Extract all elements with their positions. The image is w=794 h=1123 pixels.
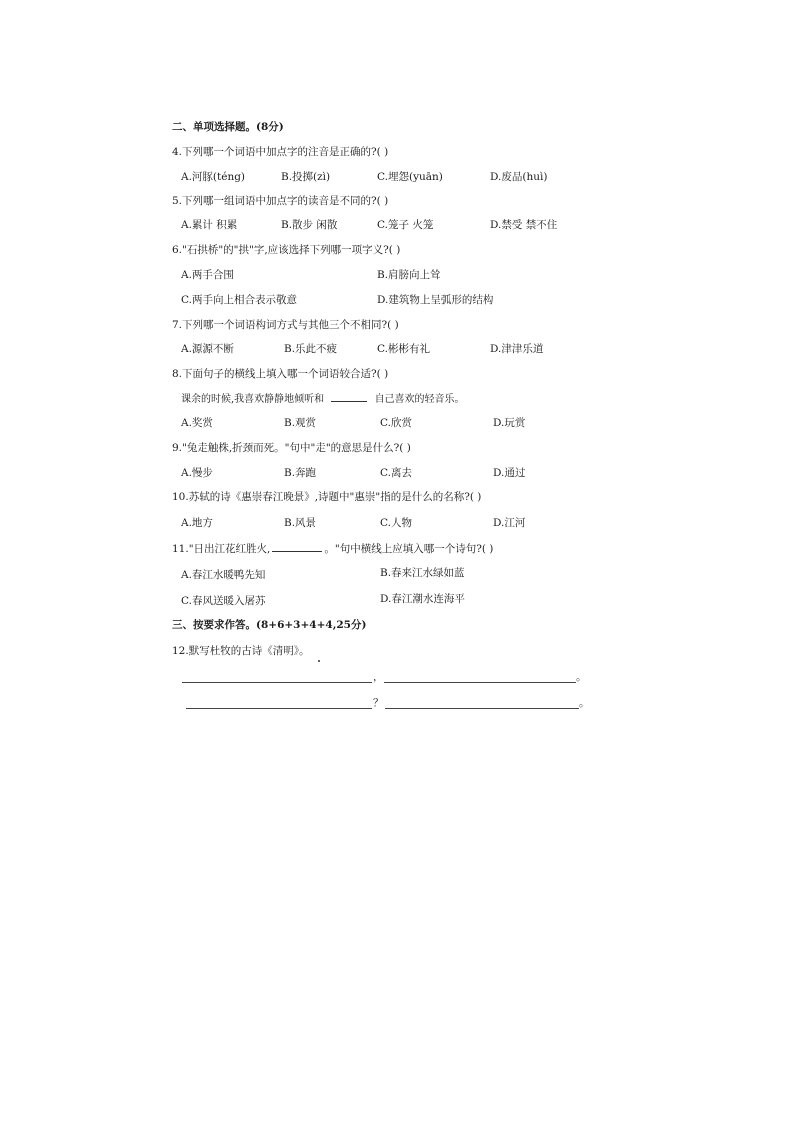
q11-fill-blank [272,541,322,552]
answer-punct-4: 。 [579,697,590,709]
q4-option-d: D.废品(huì) [490,171,548,183]
q8-sentence-after: 自己喜欢的轻音乐。 [374,394,465,405]
q7-option-a: A.源源不断 [181,343,234,355]
q8-sentence-before: 课余的时候,我喜欢静静地倾听和 [181,394,325,405]
q11-option-c: C.春风送暖入屠苏 [181,595,266,607]
q7-option-d: D.津津乐道 [490,343,544,355]
question-12-stem: 12.默写杜牧的古诗《清明》。 [172,645,310,657]
q11-option-a: A.春江水暖鸭先知 [181,569,266,581]
q10-option-d: D.江河 [493,517,526,529]
q10-option-a: A.地方 [181,517,213,529]
question-10-stem: 10.苏轼的诗《惠崇春江晚景》,诗题中"惠崇"指的是什么的名称?( ) [172,491,482,503]
q4-option-a: A.河豚(téng) [181,171,246,183]
q9-option-c: C.离去 [380,467,412,479]
section-2-title: 二、单项选择题。(8分) [172,121,284,133]
question-6-stem: 6."石拱桥"的"拱"字,应该选择下列哪一项字义?( ) [172,244,401,256]
question-9-stem: 9."兔走触株,折颈而死。"句中"走"的意思是什么?( ) [172,442,411,454]
q5-option-b: B.散步 闲散 [281,219,338,231]
q6-option-b: B.肩膀向上耸 [377,269,441,281]
q11-stem-before: 11."日出江花红胜火, [172,543,271,555]
q4-option-b: B.投掷(zì) [281,171,331,183]
q6-option-c: C.两手向上相合表示敬意 [181,294,297,306]
question-4-stem: 4.下列哪一个词语中加点字的注音是正确的?( ) [172,146,389,158]
answer-line-3[interactable] [186,708,372,709]
q8-option-a: A.奖赏 [181,417,213,429]
q10-option-b: B.风景 [284,517,317,529]
question-11-stem [172,541,493,556]
q9-option-d: D.通过 [493,467,526,479]
q11-stem-after: 。"句中横线上应填入哪一个诗句?( ) [324,543,494,555]
q8-sentence [181,391,465,407]
q9-option-b: B.奔跑 [284,467,317,479]
scan-speck [318,660,320,662]
answer-line-1[interactable] [182,682,372,683]
q11-option-b: B.春来江水绿如蓝 [380,567,465,579]
section-3-title: 三、按要求作答。(8+6+3+4+4,25分) [172,619,367,631]
answer-line-2[interactable] [384,682,576,683]
q7-option-c: C.彬彬有礼 [377,343,430,355]
question-8-stem: 8.下面句子的横线上填入哪一个词语较合适?( ) [172,368,389,380]
q8-option-c: C.欣赏 [380,417,412,429]
q4-option-c: C.埋怨(yuān) [377,171,443,183]
q8-fill-blank [331,391,367,402]
answer-punct-1: ， [373,671,384,683]
answer-line-4[interactable] [385,708,579,709]
answer-punct-3: ？ [373,697,384,709]
q8-option-d: D.玩赏 [493,417,526,429]
q11-option-d: D.春江潮水连海平 [380,593,465,605]
answer-punct-2: 。 [576,671,587,683]
q6-option-a: A.两手合围 [181,269,234,281]
q5-option-c: C.笼子 火笼 [377,219,434,231]
q5-option-a: A.累计 积累 [181,219,238,231]
question-5-stem: 5.下列哪一组词语中加点字的读音是不同的?( ) [172,195,389,207]
q7-option-b: B.乐此不疲 [284,343,338,355]
q5-option-d: D.禁受 禁不住 [490,219,558,231]
q8-option-b: B.观赏 [284,417,317,429]
question-7-stem: 7.下列哪一个词语构词方式与其他三个不相同?( ) [172,319,399,331]
q10-option-c: C.人物 [380,517,412,529]
q6-option-d: D.建筑物上呈弧形的结构 [377,294,494,306]
q9-option-a: A.慢步 [181,467,213,479]
